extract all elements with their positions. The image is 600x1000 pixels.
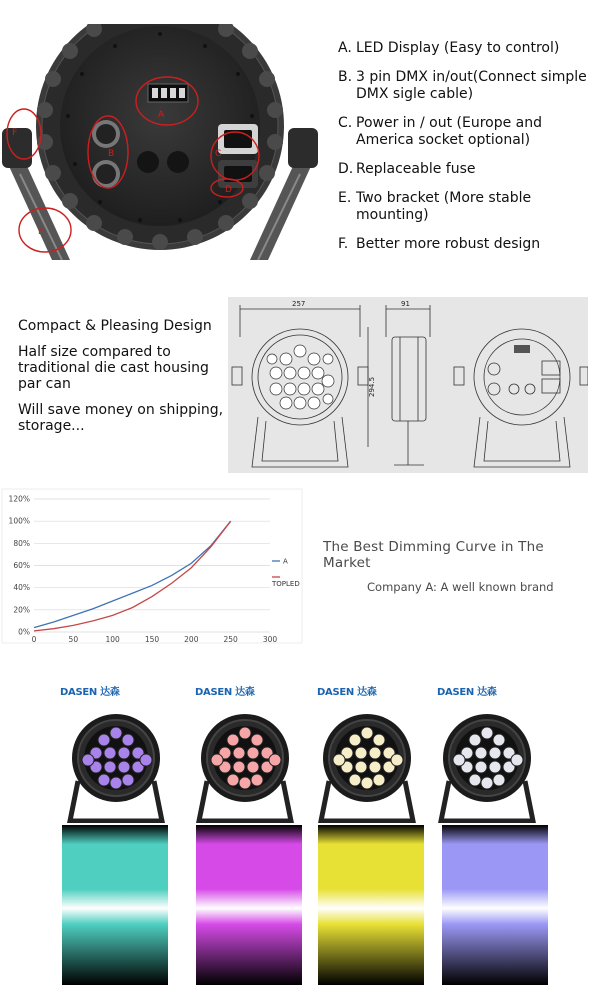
design-line: Half size compared to traditional die cast housing par can xyxy=(18,344,209,392)
y-tick-label: 80% xyxy=(13,538,30,548)
light-beam-photo xyxy=(442,825,548,985)
dimension-label: 294.5 xyxy=(368,376,376,397)
feature-letter: A. xyxy=(338,40,352,56)
par-light-image xyxy=(56,703,176,823)
callout-label: C xyxy=(215,149,222,159)
y-tick-label: 40% xyxy=(13,583,30,593)
feature-letter: B. xyxy=(338,69,353,85)
y-tick-label: 120% xyxy=(8,494,30,504)
feature-text: Power in / out (Europe and America socket optional) xyxy=(356,115,543,148)
y-tick-label: 60% xyxy=(13,561,30,570)
par-light-image xyxy=(307,703,427,823)
design-line: Will save money on shipping, storage... xyxy=(18,402,224,434)
feature-item xyxy=(338,69,600,103)
feature-text: Replaceable fuse xyxy=(356,161,476,177)
feature-item xyxy=(338,115,600,149)
brand-logo: DASEN 达森 xyxy=(60,687,120,698)
feature-letter: C. xyxy=(338,115,353,131)
product-card xyxy=(427,675,547,825)
x-tick-label: 300 xyxy=(262,635,278,644)
y-tick-label: 20% xyxy=(13,605,30,615)
legend-label: TOPLED xyxy=(272,580,300,588)
light-beam-photo xyxy=(318,825,424,985)
technical-drawing xyxy=(228,297,588,473)
x-tick-label: 100 xyxy=(105,635,120,644)
design-section xyxy=(0,290,600,480)
feature-text: Better more robust design xyxy=(356,236,541,252)
product-card xyxy=(307,675,427,825)
light-beam-photo xyxy=(62,825,168,985)
feature-item xyxy=(338,40,600,57)
callout-label: B xyxy=(108,149,115,159)
brand-logo: DASEN 达森 xyxy=(195,687,255,698)
feature-list xyxy=(338,40,600,265)
products-section xyxy=(0,675,600,1000)
feature-item xyxy=(338,236,600,253)
product-card xyxy=(185,675,305,825)
product-card xyxy=(56,675,176,825)
callout-label: A xyxy=(158,110,165,120)
brand-logo: DASEN 达森 xyxy=(317,687,377,698)
brand-logo: DASEN 达森 xyxy=(437,687,497,698)
curve-caption xyxy=(323,539,593,594)
x-tick-label: 200 xyxy=(184,635,199,644)
feature-letter: F. xyxy=(338,236,349,252)
curve-caption-title: The Best Dimming Curve in The Market xyxy=(323,539,544,571)
light-beam-photo xyxy=(196,825,302,985)
callout-label: D xyxy=(225,185,232,195)
dimming-section xyxy=(0,485,600,650)
feature-item xyxy=(338,190,600,224)
legend-label: A xyxy=(283,557,288,566)
dimension-label: 257 xyxy=(292,300,306,308)
callout-label: F xyxy=(12,128,18,138)
dimension-label: 91 xyxy=(401,300,410,308)
feature-letter: D. xyxy=(338,161,354,177)
x-tick-label: 150 xyxy=(144,635,160,644)
back-panel-section xyxy=(0,0,600,270)
y-tick-label: 0% xyxy=(18,627,30,637)
design-text xyxy=(18,318,233,444)
feature-item xyxy=(338,161,600,178)
par-light-image xyxy=(185,703,305,823)
dimming-curve-chart xyxy=(0,485,305,645)
feature-text: LED Display (Easy to control) xyxy=(356,40,560,56)
back-panel-photo xyxy=(0,24,322,260)
y-tick-label: 100% xyxy=(8,516,30,526)
callout-label: E xyxy=(38,227,44,237)
feature-text: Two bracket (More stable mounting) xyxy=(356,190,532,223)
par-light-image xyxy=(427,703,547,823)
feature-letter: E. xyxy=(338,190,352,206)
feature-text: 3 pin DMX in/out(Connect simple DMX sigle cable) xyxy=(356,69,587,102)
curve-caption-subtitle: Company A: A well known brand xyxy=(367,580,554,594)
design-title: Compact & Pleasing Design xyxy=(18,318,212,334)
x-tick-label: 250 xyxy=(223,635,238,644)
x-tick-label: 50 xyxy=(68,635,79,644)
x-tick-label: 0 xyxy=(31,635,37,644)
